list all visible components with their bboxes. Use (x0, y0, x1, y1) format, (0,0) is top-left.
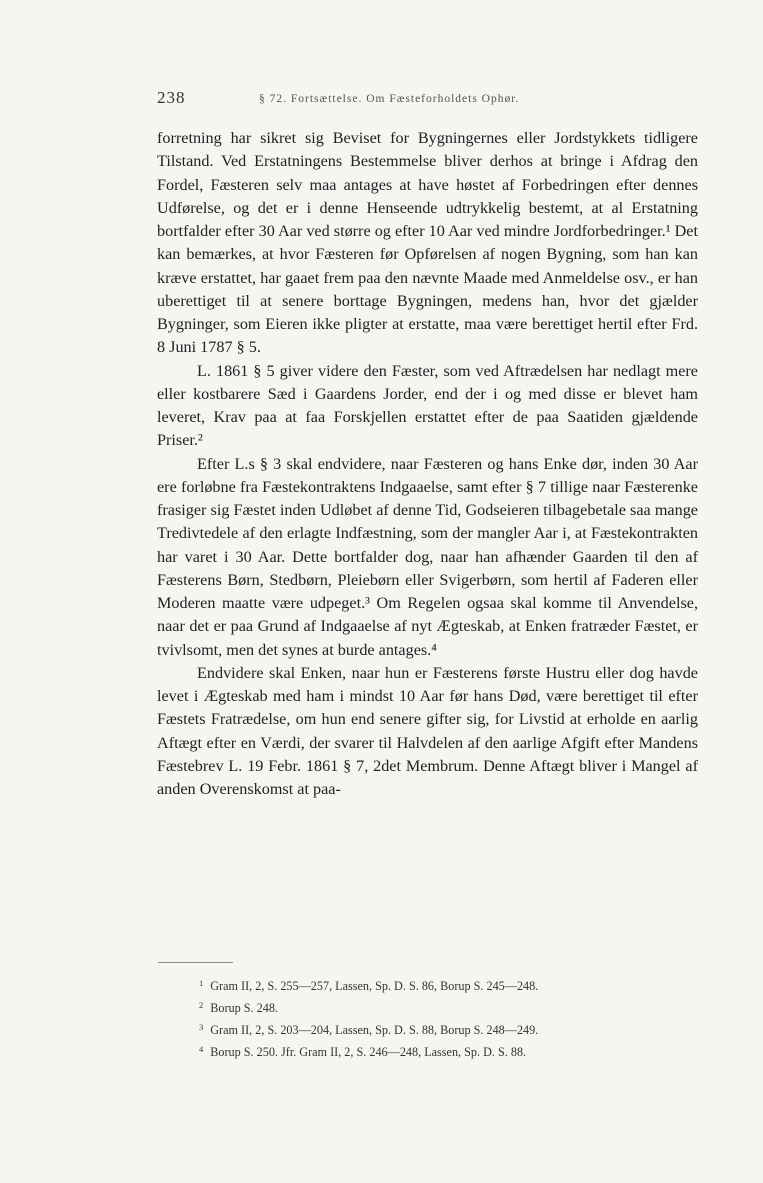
footnote (199, 1018, 689, 1040)
footnote-mark: 4 (199, 1044, 204, 1054)
paragraph: L. 1861 § 5 giver videre den Fæster, som ved Aftrædelsen har nedlagt mere eller kostbarere Sæd i Gaardens Jorder, end der i og med disse er blevet ham leveret, Krav paa at faa Forskjellen erstattet efter de paa Saatiden gjældende Priser.² (157, 361, 698, 450)
footnote-mark: 2 (199, 1000, 204, 1010)
footnote (199, 996, 689, 1018)
paragraph: Endvidere skal Enken, naar hun er Fæsterens første Hustru eller dog havde levet i Ægteskab med ham i mindst 10 Aar før hans Død, være berettiget til efter Fæstets Fratrædelse, om hun end senere gifter sig, for Livstid at erholde en aarlig Aftægt efter en Værdi, der svarer til Halvdelen af den aarlige Afgift efter Mandens Fæstebrev L. 19 Febr. 1861 § 7, 2det Membrum. Denne Aftægt bliver i Mangel af anden Overenskomst at paa- (157, 663, 698, 798)
footnote-text: Borup S. 248. (210, 1001, 278, 1015)
footnotes (199, 974, 689, 1062)
footnote-divider (158, 962, 233, 963)
footnote (199, 974, 689, 996)
paragraph: forretning har sikret sig Beviset for Bygningernes eller Jordstykkets tidligere Tilstand. Ved Erstatningens Bestemmelse bliver derhos at bringe i Afdrag den Fordel, Fæsteren selv maa antages at have høstet af Forbedringen efter dennes Udførelse, og det er i denne Henseende udtrykkelig bestemt, at al Erstatning bortfalder efter 30 Aar ved større og efter 10 Aar ved mindre Jordforbedringer.¹ Det kan bemærkes, at hvor Fæsteren før Opførelsen af nogen Bygning, som han kan kræve erstattet, har gaaet frem paa den nævnte Maade med Anmeldelse osv., er han uberettiget til at senere borttage Bygningen, medens han, hvor det gjælder Bygninger, som Eieren ikke pligter at erstatte, maa være berettiget hertil efter Frd. 8 Juni 1787 § 5. (157, 129, 698, 357)
footnote-text: Gram II, 2, S. 203—204, Lassen, Sp. D. S. 88, Borup S. 248—249. (210, 1023, 539, 1037)
footnote-mark: 3 (199, 1022, 204, 1032)
body-text (157, 127, 698, 801)
footnote-text: Gram II, 2, S. 255—257, Lassen, Sp. D. S. 86, Borup S. 245—248. (210, 979, 539, 993)
page-number: 238 (157, 88, 186, 107)
paragraph: Efter L.s § 3 skal endvidere, naar Fæsteren og hans Enke dør, inden 30 Aar ere forløbne fra Fæstekontraktens Indgaaelse, samt efter § 7 tillige naar Fæsterenke frasiger sig Fæstet inden Udløbet af denne Tid, Godseieren tilbagebetale saa mange Tredivtedele af den erlagte Indfæstning, som der mangler Aar i, at Fæstekontrakten har varet i 30 Aar. Dette bortfalder dog, naar han afhænder Gaarden til den af Fæsterens Børn, Stedbørn, Pleiebørn eller Svigerbørn, som hertil af Faderen eller Moderen maatte være udpeget.³ Om Regelen ogsaa skal komme til Anvendelse, naar det er paa Grund af Indgaaelse af nyt Ægteskab, at Enken fratræder Fæstet, er tvivlsomt, men det synes at burde antages.⁴ (157, 454, 698, 659)
footnote-mark: 1 (199, 978, 204, 988)
footnote-text: Borup S. 250. Jfr. Gram II, 2, S. 246—248, Lassen, Sp. D. S. 88. (210, 1045, 527, 1059)
running-head: § 72. Fortsættelse. Om Fæsteforholdets Ophør. (259, 93, 520, 105)
footnote (199, 1040, 689, 1062)
